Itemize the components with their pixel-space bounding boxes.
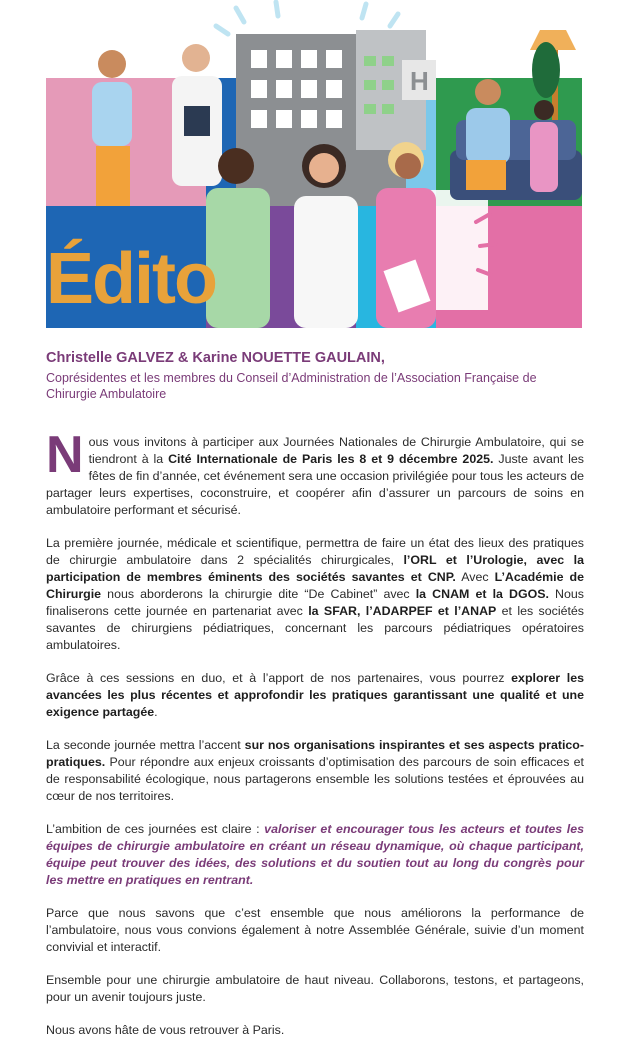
ambition-highlight: valoriser et encourager tous les acteurs et toutes les équipes de chirurgie ambulatoire en créant un réseau dynamique, où chaque participant, équipe peut trouver des idées, des solutions et du soutien tout au long du congrès pour les mettre en pratiques en rentrant. — [46, 822, 584, 887]
paragraph-8: Nous avons hâte de vous retrouver à Paris. — [46, 1023, 285, 1037]
bold-text: sur nos organisations inspirantes et ses aspects pratico-pratiques. — [46, 738, 585, 769]
paragraph-text: L’ambition de ces journées est claire : — [46, 822, 265, 836]
paragraph-text: Grâce à ces sessions en duo, et à l’apport de nos partenaires, vous pourrez — [46, 671, 512, 685]
paragraph-text: . — [154, 705, 158, 719]
page-title: Édito — [46, 239, 216, 319]
bold-text: l’ORL et l’Urologie, avec la participation de membres éminents des sociétés savantes et CNP. — [46, 553, 584, 584]
authors-names: Christelle GALVEZ & Karine NOUETTE GAULAIN, — [46, 350, 385, 366]
svg-text:H: H — [410, 66, 429, 96]
paragraph-2 — [46, 535, 584, 654]
paragraph-text: La première journée, médicale et scientifique, permettra de faire un état des lieux des pratiques de chirurgie ambulatoire dans 2 spécialités chirurgicales, — [46, 536, 584, 567]
paragraph-text: ous vous invitons à participer aux Journées Nationales de Chirurgie Ambulatoire, qui se tiendront à la — [88, 435, 584, 466]
paragraph-1 — [46, 426, 584, 519]
paragraph-text: Avec — [455, 570, 495, 584]
paragraph-4 — [46, 737, 584, 805]
paragraph-text: Pour répondre aux enjeux croissants d’optimisation des parcours de soin efficaces et de responsabilité écologique, nous partagerons ensemble les solutions testées et éprouvées au cœur de nos territoires. — [46, 755, 584, 803]
bold-text: la SFAR, l’ADARPEF et l’ANAP — [308, 604, 497, 618]
paragraph-text: et les sociétés savantes de chirurgiens pédiatriques, concernant les parcours pédiatriques opératoires ambulatoires. — [46, 604, 584, 652]
bold-text: explorer les avancées les plus récentes et approfondir les pratiques garantissant une qualité et une exigence partagée — [46, 671, 584, 719]
paragraph-text: Nous finaliserons cette journée en partenariat avec — [46, 587, 584, 618]
authors-block — [46, 350, 586, 402]
event-dates: Cité Internationale de Paris les 8 et 9 décembre 2025. — [168, 452, 494, 466]
paragraph-3 — [46, 670, 584, 721]
paragraph-5 — [46, 821, 584, 889]
paragraph-6: Parce que nous savons que c’est ensemble que nous améliorons la performance de l’ambulatoire, nous vous convions également à notre Assemblée Générale, suivie d’un moment convivial et interactif. — [46, 906, 584, 954]
paragraph-7: Ensemble pour une chirurgie ambulatoire de haut niveau. Collaborons, testons, et partageons, pour un avenir toujours juste. — [46, 973, 584, 1004]
editorial-body — [46, 426, 585, 1055]
drop-cap: N — [46, 426, 84, 484]
authors-role: Coprésidentes et les membres du Conseil d’Administration de l’Association Française de Chirurgie Ambulatoire — [46, 371, 537, 401]
paragraph-text: La seconde journée mettra l’accent — [46, 738, 245, 752]
paragraph-text: Juste avant les fêtes de fin d’année, cet événement sera une occasion privilégiée pour tous les acteurs de partager leurs expertises, coconstruire, et coopérer afin d’assurer un parcours de soins en ambulatoire performant et sécurisé. — [46, 452, 584, 517]
bold-text: L’Académie de Chirurgie — [46, 570, 584, 601]
bold-text: la CNAM et la DGOS. — [415, 587, 549, 601]
paragraph-text: nous aborderons la chirurgie dite “De Cabinet” avec — [101, 587, 416, 601]
